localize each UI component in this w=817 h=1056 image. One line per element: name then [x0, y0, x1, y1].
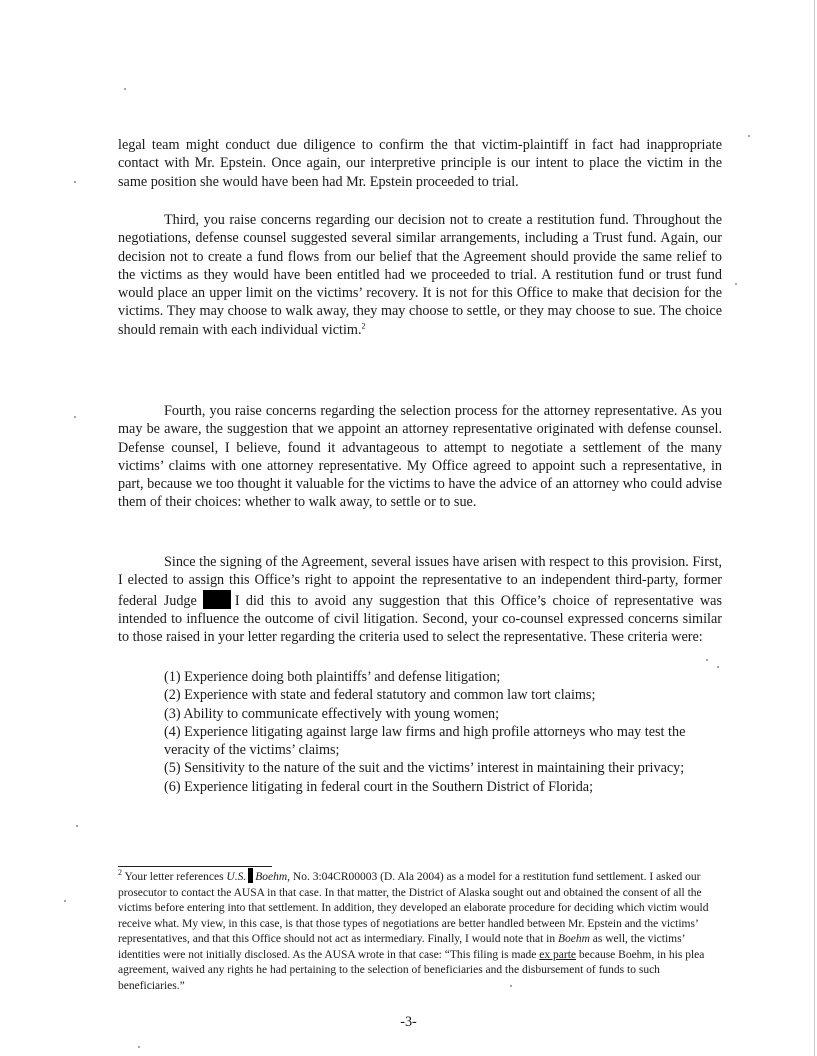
scan-speck [74, 416, 76, 418]
criteria-item: (5) Sensitivity to the nature of the suit and the victims’ interest in maintaining their privacy; [164, 760, 685, 777]
redaction-block [203, 590, 231, 609]
criteria-item: (3) Ability to communicate effectively with young women; [164, 705, 500, 722]
paragraph-agreement-issues-text-b: I did this to avoid any suggestion that this Office’s choice of representative was intended to influence the outcome of civil litigation. Second, your co-counsel expressed concerns similar to those raised in your letter regarding the criteria used to select the representative. These criteria were: [118, 592, 722, 646]
paragraph-due-diligence: legal team might conduct due diligence to confirm the that victim-plaintiff in fact had inappropriate contact with Mr. Epstein. Once again, our interpretive principle is our intent to place the victim in the same position she would have been had Mr. Epstein proceeded to trial. [118, 137, 722, 190]
redaction-block [248, 868, 253, 883]
footnote-marker: 2 [118, 868, 122, 878]
scan-speck [735, 283, 737, 285]
scan-speck [76, 825, 78, 827]
footnote-text-2: as well, the victims’ identities were not initially disclosed. As the AUSA wrote in that case: “This filing is made [118, 933, 685, 961]
criteria-item: (4) Experience litigating against large law firms and high profile attorneys who may test the veracity of the victims’ claims; [164, 723, 686, 759]
scan-speck [124, 88, 126, 90]
paragraph-agreement-issues [118, 553, 722, 646]
scan-speck [748, 135, 750, 137]
scan-speck [64, 900, 66, 902]
scan-speck [74, 181, 76, 183]
scan-edge-line [814, 0, 815, 1056]
paragraph-restitution-fund-text: Third, you raise concerns regarding our decision not to create a restitution fund. Throughout the negotiations, defense counsel suggested several similar arrangements, including a Trust fund. Again, our decision not to create a fund flows from our belief that the Agreement should provide the same relief to the victims as they would have been entitled had we proceeded to trial. A restitution fund or trust fund would place an upper limit on the victims’ recovery. It is not for this Office to make that decision for the victims. They may choose to walk away, they may choose to settle, or they may choose to sue. The choice should remain with each individual victim. [118, 212, 722, 338]
paragraph-restitution-fund [118, 211, 722, 339]
footnote-ref[interactable]: 2 [361, 321, 366, 331]
scan-speck [706, 659, 708, 661]
paragraph-agreement-issues-text-a: Since the signing of the Agreement, several issues have arisen with respect to this provision. First, I elected to assign this Office’s right to appoint the representative to an independent third-party, former federal Judge [118, 554, 722, 609]
footnote-case-boehm-2: Boehm [557, 933, 590, 945]
paragraph-attorney-representative: Fourth, you raise concerns regarding the selection process for the attorney representative. As you may be aware, the suggestion that we appoint an attorney representative originated with defense counsel. Defense counsel, I believe, found it advantageous to attempt to negotiate a settlement of the many victims’ claims with one attorney representative. My Office agreed to appoint such a representative, in part, because we too thought it valuable for the victims to have the advice of an attorney who could advise them of their choices: whether to walk away, to settle or to sue. [118, 403, 722, 511]
footnote-divider [118, 866, 272, 867]
criteria-item: (1) Experience doing both plaintiffs’ and defense litigation; [164, 669, 501, 685]
scan-speck [138, 1046, 140, 1048]
criteria-item: (2) Experience with state and federal statutory and common law tort claims; [164, 687, 596, 704]
criteria-list [164, 668, 724, 796]
footnote-lead: Your letter references [124, 871, 224, 883]
footnote-ex-parte: ex parte [539, 948, 576, 961]
footnote-case-us: U.S. [226, 871, 247, 883]
page-number: -3- [400, 1014, 417, 1030]
footnote-case-boehm: Boehm [255, 871, 288, 883]
footnote-text-3: because Boehm, in his plea agreement, waived any rights he had pertaining to the selection of beneficiaries and the disbursement of funds to such beneficiaries.” [118, 948, 705, 992]
criteria-item: (6) Experience litigating in federal court in the Southern District of Florida; [164, 778, 594, 795]
footnote-2 [118, 868, 722, 994]
footnote-text-1: , No. 3:04CR00003 (D. Ala 2004) as a model for a restitution fund settlement. I asked our prosecutor to contact the AUSA in that case. In that matter, the District of Alaska sought out and obtained the consent of all the victims before entering into that settlement. In addition, they developed an elaborate procedure for deciding which victim would receive what. My view, in this case, is that those types of negotiations are better handled between Mr. Epstein and the victims’ representatives, and that this Office should not act as intermediary. Finally, I would note that in [118, 871, 709, 945]
